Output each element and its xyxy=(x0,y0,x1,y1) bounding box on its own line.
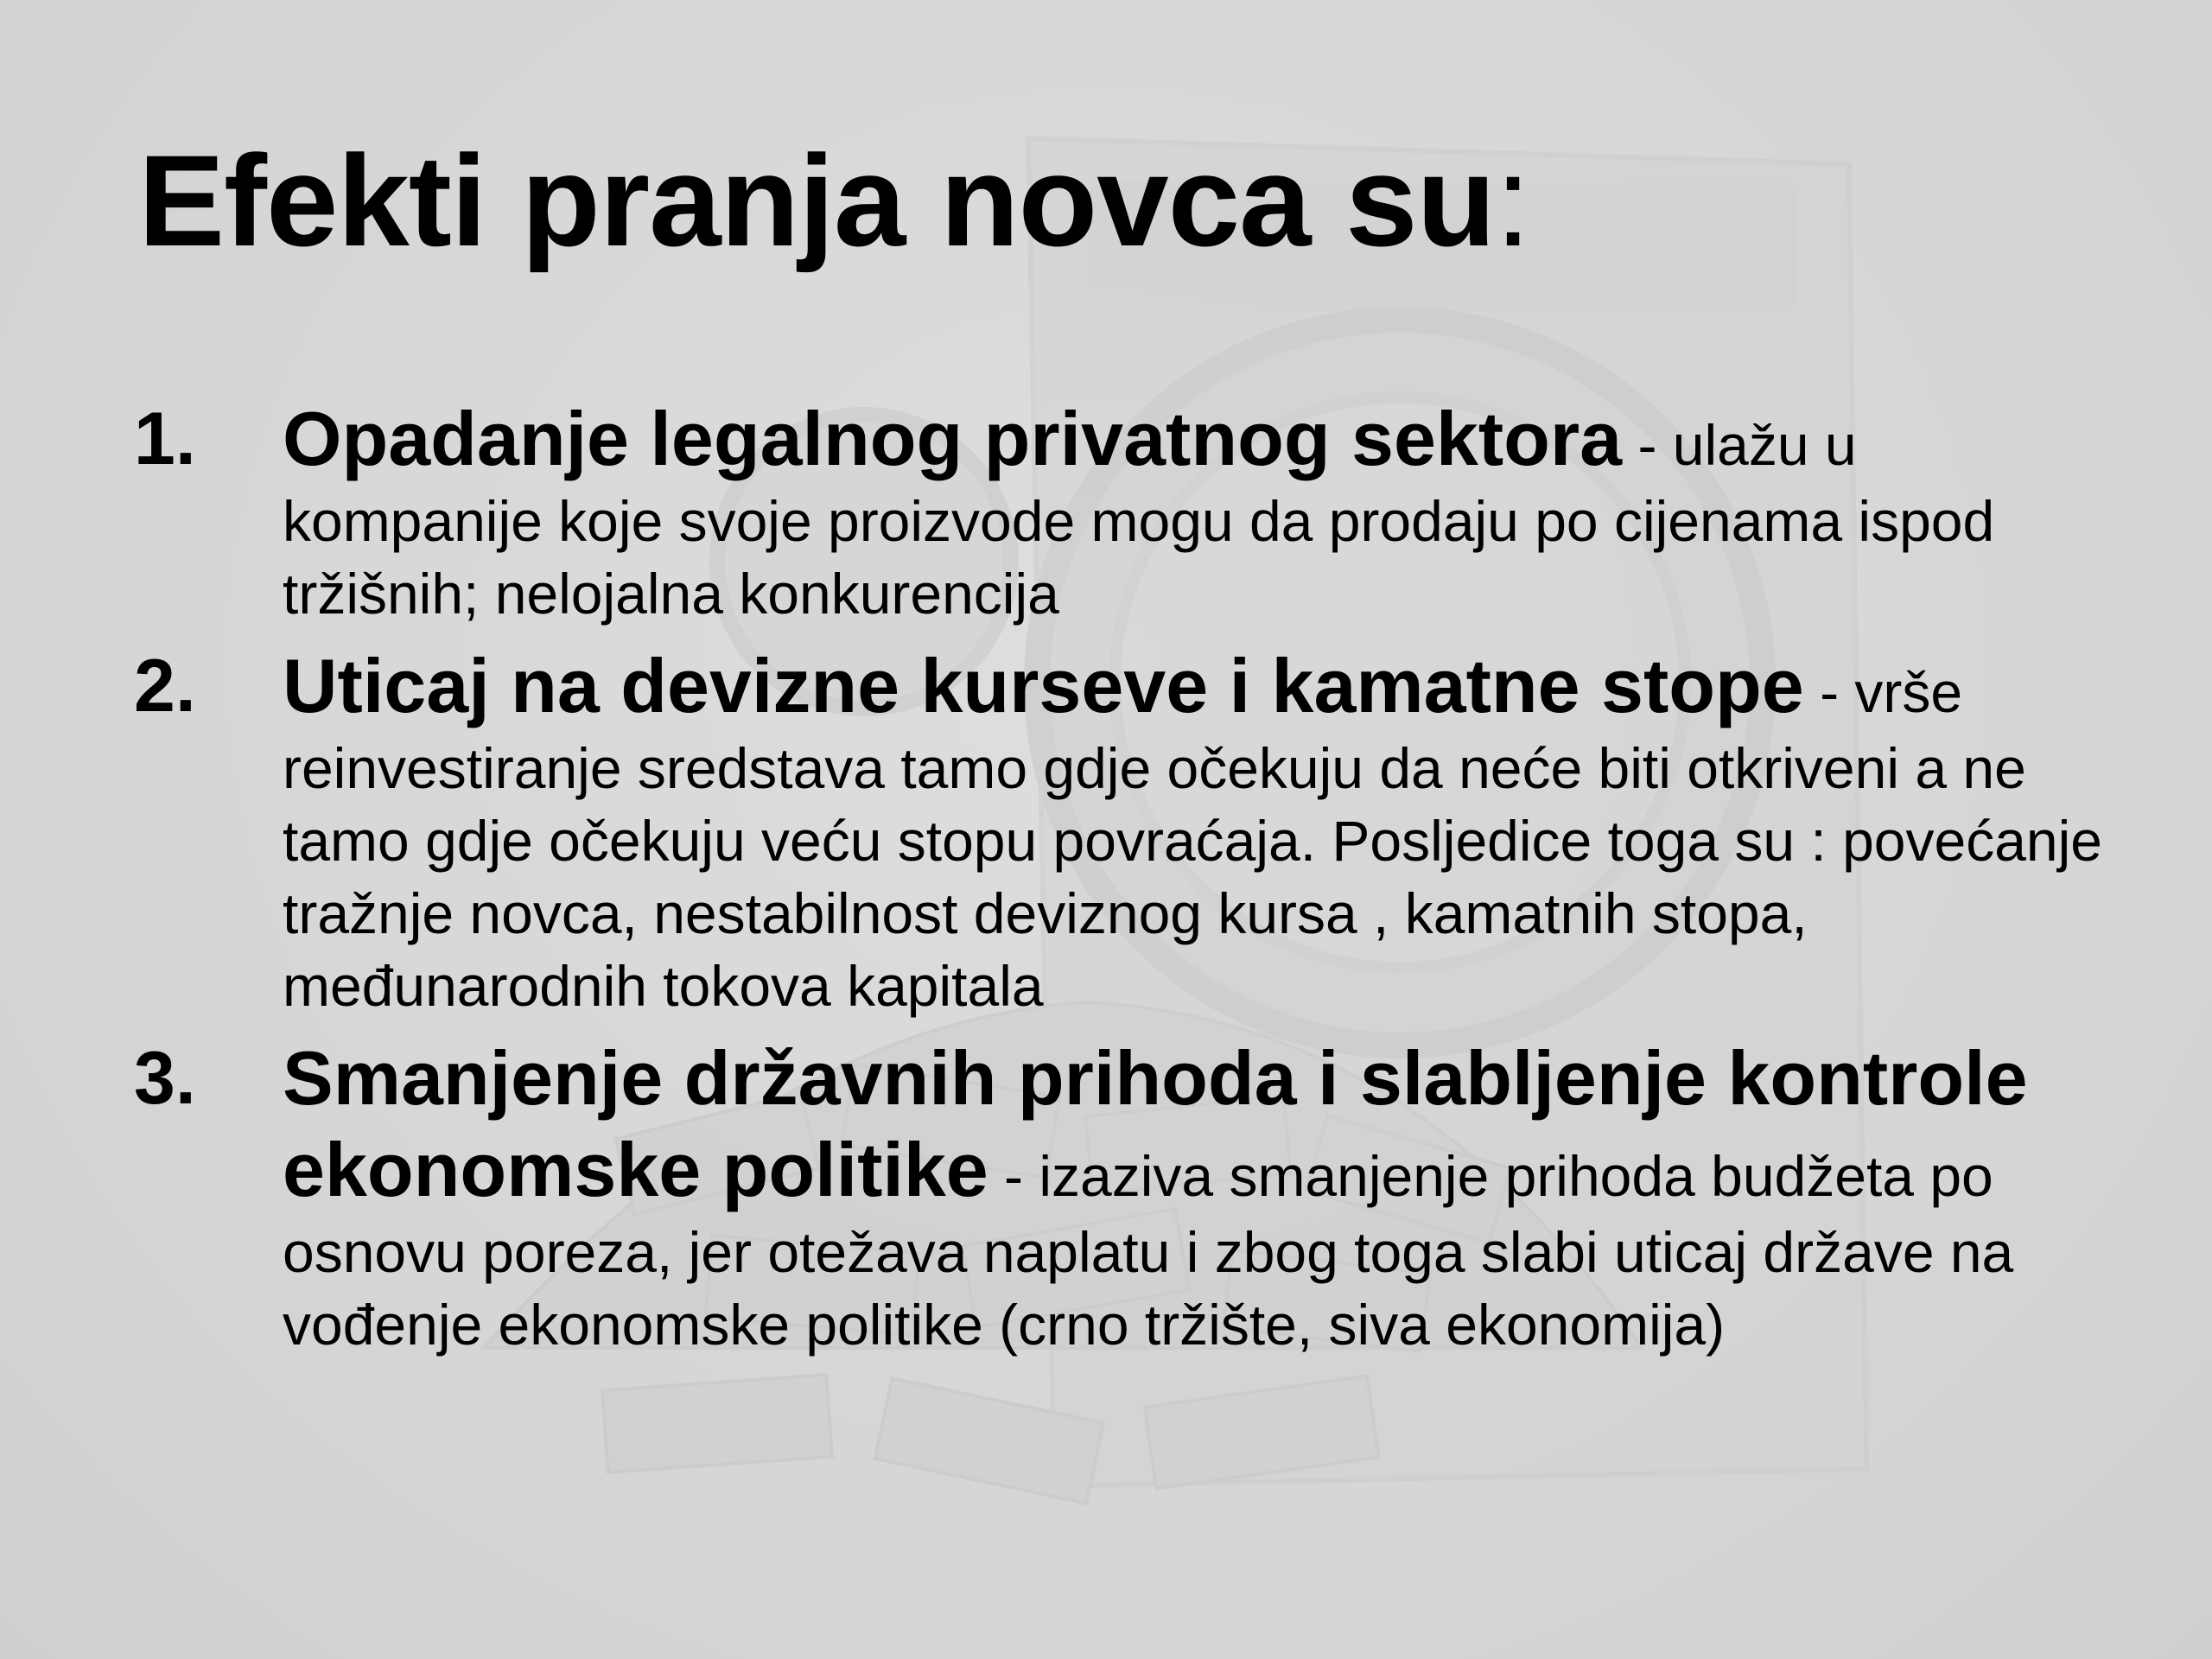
list-item-heading: Uticaj na devizne kurseve i kamatne stope xyxy=(283,643,1804,728)
list-item xyxy=(134,1033,2113,1361)
list-item-number: 3. xyxy=(134,1037,196,1120)
list-item-description: - izaziva smanjenje prihoda budžeta po osnovu poreza, jer otežava naplatu i zbog toga slabi uticaj države na vođenje ekonomske politike (crno tržište, siva ekonomija) xyxy=(283,1144,2014,1357)
slide-title-colon: : xyxy=(1495,128,1530,273)
list-item-number: 1. xyxy=(134,397,196,480)
list-item-heading: Smanjenje državnih prihoda i slabljenje kontrole ekonomske politike xyxy=(283,1035,2028,1212)
list-item-body xyxy=(283,640,2113,1022)
list-item-heading: Opadanje legalnog privatnog sektora xyxy=(283,396,1623,481)
slide-title xyxy=(138,130,1530,272)
list-item-body xyxy=(283,393,2113,630)
list-item-number: 2. xyxy=(134,645,196,728)
effects-list xyxy=(134,393,2113,1361)
list-item-description: - ulažu u kompanije koje svoje proizvode mogu da prodaju po cijenama ispod tržišnih; nelojalna konkurencija xyxy=(283,413,1995,626)
list-item-description: - vrše reinvestiranje sredstava tamo gdje očekuju da neće biti otkriveni a ne tamo gdje očekuju veću stopu povraćaja. Posljedice toga su : povećanje tražnje novca, nestabilnost deviznog kursa , kamatnih stopa, međunarodnih tokova kapitala xyxy=(283,660,2102,1018)
list-item xyxy=(134,393,2113,630)
list-item xyxy=(134,640,2113,1022)
slide-title-text: Efekti pranja novca su xyxy=(138,128,1496,273)
list-item-body xyxy=(283,1033,2113,1361)
